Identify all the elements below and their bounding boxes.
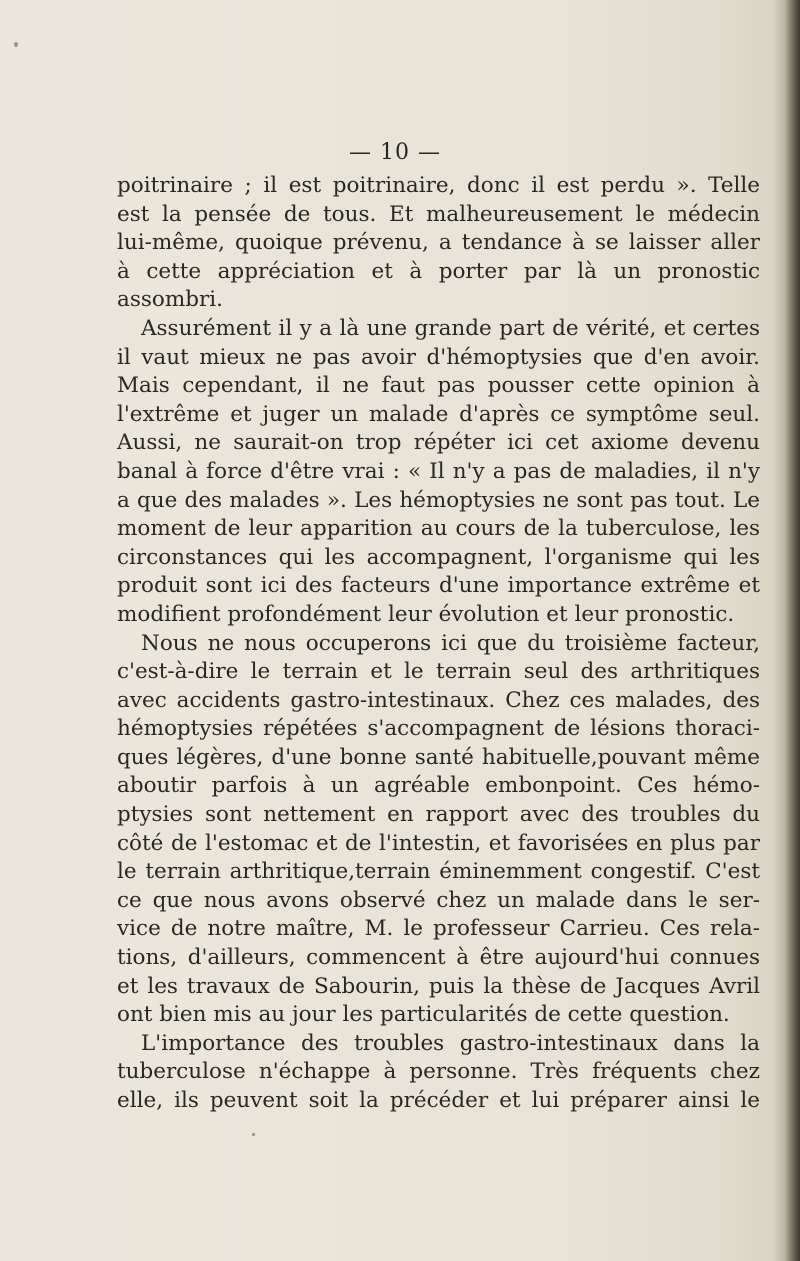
text-line: modifient profondément leur évolution et leur pronostic.	[117, 601, 735, 627]
text-line: elle, ils peuvent soit la précéder et lui préparer ainsi le	[117, 1088, 760, 1113]
text-line: lui-même, quoique prévenu, a tendance à se laisser aller	[117, 230, 760, 256]
paper-speck	[252, 1133, 255, 1136]
text-line: avec accidents gastro-intestinaux. Chez ces malades, des	[117, 687, 760, 713]
text-line: hémoptysies répétées s'accompagnent de lésions thoraci-	[117, 716, 760, 742]
paper-speck	[14, 42, 18, 47]
text-line: Assurément il y a là une grande part de vérité, et certes	[141, 315, 760, 341]
text-line: côté de l'estomac et de l'intestin, et favorisées en plus par	[117, 830, 760, 856]
page-number: — 10 —	[349, 140, 441, 165]
text-line: à cette appréciation et à porter par là un pronostic	[117, 258, 760, 284]
text-line: assombri.	[117, 287, 223, 313]
text-line: poitrinaire ; il est poitrinaire, donc il est perdu ». Telle	[117, 173, 760, 198]
text-line: ques légères, d'une bonne santé habituelle,pouvant même	[117, 744, 760, 770]
text-line: ont bien mis au jour les particularités de cette question.	[117, 1002, 730, 1028]
text-line: il vaut mieux ne pas avoir d'hémoptysies que d'en avoir.	[117, 344, 760, 370]
text-line: L'importance des troubles gastro-intestinaux dans la	[141, 1030, 760, 1056]
text-line: ce que nous avons observé chez un malade dans le ser-	[117, 887, 760, 913]
text-line: c'est-à-dire le terrain et le terrain seul des arthritiques	[117, 659, 760, 685]
text-line: Aussi, ne saurait-on trop répéter ici cet axiome devenu	[117, 430, 760, 456]
page-edge-shadow	[772, 0, 800, 1261]
text-line: moment de leur apparition au cours de la tuberculose, les	[117, 516, 760, 542]
text-line: l'extrême et juger un malade d'après ce symptôme seul.	[117, 401, 760, 427]
text-line: aboutir parfois à un agréable embonpoint. Ces hémo-	[117, 773, 760, 799]
text-line: Nous ne nous occuperons ici que du troisième facteur,	[141, 630, 760, 656]
body-text	[117, 172, 760, 1116]
text-line: produit sont ici des facteurs d'une importance extrême et	[117, 573, 760, 599]
text-line: le terrain arthritique,terrain éminemment congestif. C'est	[117, 859, 760, 885]
text-line: tuberculose n'échappe à personne. Très fréquents chez	[117, 1059, 760, 1085]
text-line: Mais cependant, il ne faut pas pousser cette opinion à	[117, 373, 760, 399]
text-line: circonstances qui les accompagnent, l'organisme qui les	[117, 544, 760, 570]
text-line: est la pensée de tous. Et malheureusement le médecin	[117, 201, 760, 227]
text-line: vice de notre maître, M. le professeur Carrieu. Ces rela-	[117, 916, 760, 942]
text-line: ptysies sont nettement en rapport avec des troubles du	[117, 802, 760, 828]
text-line: tions, d'ailleurs, commencent à être aujourd'hui connues	[117, 945, 760, 971]
text-line: banal à force d'être vrai : « Il n'y a pas de maladies, il n'y	[117, 458, 760, 484]
text-line: a que des malades ». Les hémoptysies ne sont pas tout. Le	[117, 487, 760, 513]
text-line: et les travaux de Sabourin, puis la thèse de Jacques Avril	[117, 973, 760, 999]
